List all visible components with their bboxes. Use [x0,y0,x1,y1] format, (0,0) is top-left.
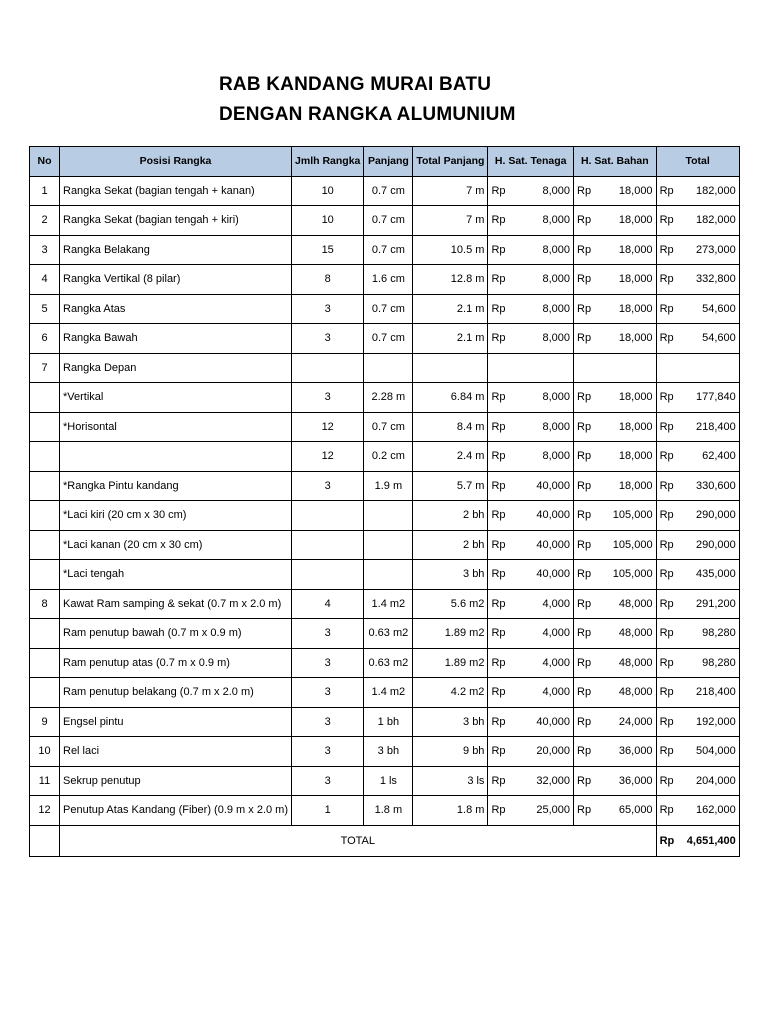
cell-total: 218,400 [677,412,739,442]
cell-posisi-rangka: Rangka Vertikal (8 pilar) [60,265,292,295]
cell-posisi-rangka: Rangka Bawah [60,324,292,354]
budget-table [29,146,740,857]
cell-h-sat-bahan: 36,000 [594,766,656,796]
table-row [30,707,740,737]
cell-h-sat-tenaga: 4,000 [509,589,574,619]
cell-no: 8 [30,589,60,619]
cell-currency-tenaga: Rp [488,471,509,501]
cell-no [30,412,60,442]
cell-currency-bahan: Rp [574,235,595,265]
cell-currency-bahan: Rp [574,560,595,590]
cell-total-panjang [413,353,488,383]
cell-currency-bahan: Rp [574,619,595,649]
cell-currency-total: Rp [656,501,677,531]
cell-jmlh-rangka: 3 [292,471,364,501]
cell-h-sat-tenaga [509,353,574,383]
cell-h-sat-bahan: 18,000 [594,176,656,206]
cell-panjang [364,501,413,531]
cell-h-sat-tenaga: 8,000 [509,383,574,413]
cell-currency-total [656,353,677,383]
cell-panjang: 1 ls [364,766,413,796]
cell-currency-tenaga: Rp [488,501,509,531]
cell-total-panjang: 1.89 m2 [413,648,488,678]
cell-currency-total: Rp [656,294,677,324]
cell-currency-bahan: Rp [574,294,595,324]
cell-total-panjang: 3 ls [413,766,488,796]
cell-posisi-rangka: Engsel pintu [60,707,292,737]
cell-panjang [364,353,413,383]
cell-posisi-rangka: *Laci kiri (20 cm x 30 cm) [60,501,292,531]
cell-h-sat-tenaga: 8,000 [509,294,574,324]
cell-total: 332,800 [677,265,739,295]
cell-h-sat-bahan: 18,000 [594,206,656,236]
cell-posisi-rangka: Ram penutup atas (0.7 m x 0.9 m) [60,648,292,678]
table-row [30,501,740,531]
cell-posisi-rangka: Rangka Belakang [60,235,292,265]
cell-total-panjang: 7 m [413,176,488,206]
header-total: Total [656,147,739,177]
cell-no [30,442,60,472]
cell-no [30,501,60,531]
table-row [30,766,740,796]
cell-currency-bahan: Rp [574,648,595,678]
table-row [30,294,740,324]
cell-total-panjang: 5.6 m2 [413,589,488,619]
table-row [30,412,740,442]
table-row [30,206,740,236]
cell-posisi-rangka: *Rangka Pintu kandang [60,471,292,501]
cell-h-sat-tenaga: 40,000 [509,560,574,590]
cell-currency-bahan: Rp [574,530,595,560]
cell-h-sat-tenaga: 8,000 [509,176,574,206]
cell-no [30,678,60,708]
cell-total-panjang: 8.4 m [413,412,488,442]
document-subtitle: DENGAN RANGKA ALUMUNIUM [219,104,516,125]
cell-no [30,530,60,560]
header-panjang: Panjang [364,147,413,177]
cell-currency-tenaga: Rp [488,766,509,796]
cell-total: 54,600 [677,294,739,324]
cell-currency-total: Rp [656,589,677,619]
header-jmlh-rangka: Jmlh Rangka [292,147,364,177]
cell-total-panjang: 5.7 m [413,471,488,501]
cell-jmlh-rangka [292,560,364,590]
cell-no [30,648,60,678]
cell-h-sat-bahan: 105,000 [594,501,656,531]
cell-jmlh-rangka: 12 [292,412,364,442]
cell-total: 290,000 [677,530,739,560]
total-row-blank [30,825,60,856]
cell-panjang: 1.6 cm [364,265,413,295]
cell-panjang [364,530,413,560]
cell-total: 192,000 [677,707,739,737]
cell-total: 218,400 [677,678,739,708]
cell-currency-tenaga: Rp [488,442,509,472]
cell-no: 6 [30,324,60,354]
cell-panjang: 1.9 m [364,471,413,501]
cell-no [30,560,60,590]
cell-total: 504,000 [677,737,739,767]
cell-currency-tenaga: Rp [488,707,509,737]
cell-currency-bahan [574,353,595,383]
header-total-panjang: Total Panjang [413,147,488,177]
table-row [30,589,740,619]
cell-h-sat-bahan: 105,000 [594,530,656,560]
cell-currency-tenaga: Rp [488,678,509,708]
cell-currency-tenaga: Rp [488,796,509,826]
cell-h-sat-tenaga: 8,000 [509,412,574,442]
cell-currency-bahan: Rp [574,707,595,737]
cell-currency-bahan: Rp [574,324,595,354]
cell-currency-total: Rp [656,206,677,236]
table-row [30,530,740,560]
cell-jmlh-rangka: 10 [292,176,364,206]
cell-posisi-rangka: *Horisontal [60,412,292,442]
cell-jmlh-rangka: 10 [292,206,364,236]
cell-total: 290,000 [677,501,739,531]
cell-total: 330,600 [677,471,739,501]
cell-h-sat-bahan: 18,000 [594,294,656,324]
cell-panjang: 3 bh [364,737,413,767]
cell-jmlh-rangka: 3 [292,766,364,796]
cell-posisi-rangka: Sekrup penutup [60,766,292,796]
cell-currency-bahan: Rp [574,412,595,442]
cell-total: 98,280 [677,648,739,678]
cell-total [677,353,739,383]
cell-total-panjang: 2.1 m [413,294,488,324]
cell-h-sat-bahan: 105,000 [594,560,656,590]
cell-panjang: 0.7 cm [364,412,413,442]
cell-total-panjang: 3 bh [413,560,488,590]
cell-currency-total: Rp [656,560,677,590]
cell-total-panjang: 9 bh [413,737,488,767]
table-row [30,619,740,649]
table-row [30,235,740,265]
cell-currency-bahan: Rp [574,766,595,796]
table-row [30,265,740,295]
cell-panjang: 0.7 cm [364,235,413,265]
cell-posisi-rangka: *Laci kanan (20 cm x 30 cm) [60,530,292,560]
cell-panjang: 0.63 m2 [364,619,413,649]
cell-no: 9 [30,707,60,737]
cell-currency-bahan: Rp [574,471,595,501]
cell-posisi-rangka: Kawat Ram samping & sekat (0.7 m x 2.0 m) [60,589,292,619]
cell-h-sat-bahan: 48,000 [594,589,656,619]
cell-h-sat-tenaga: 8,000 [509,265,574,295]
cell-panjang: 0.63 m2 [364,648,413,678]
header-no: No [30,147,60,177]
cell-panjang: 0.7 cm [364,206,413,236]
cell-total-panjang: 4.2 m2 [413,678,488,708]
cell-no: 11 [30,766,60,796]
cell-currency-total: Rp [656,648,677,678]
table-row [30,648,740,678]
cell-panjang: 1.8 m [364,796,413,826]
grand-total-value: 4,651,400 [677,825,739,856]
cell-total: 435,000 [677,560,739,590]
cell-currency-total: Rp [656,678,677,708]
cell-no [30,383,60,413]
cell-jmlh-rangka: 3 [292,678,364,708]
cell-h-sat-tenaga: 8,000 [509,206,574,236]
total-label: TOTAL [60,825,657,856]
cell-panjang [364,560,413,590]
cell-total: 62,400 [677,442,739,472]
cell-h-sat-bahan [594,353,656,383]
cell-no [30,619,60,649]
cell-panjang: 2.28 m [364,383,413,413]
cell-currency-tenaga: Rp [488,235,509,265]
cell-jmlh-rangka: 1 [292,796,364,826]
cell-currency-total: Rp [656,530,677,560]
cell-currency-bahan: Rp [574,176,595,206]
cell-jmlh-rangka: 8 [292,265,364,295]
cell-posisi-rangka: *Vertikal [60,383,292,413]
table-header-row [30,147,740,177]
cell-total: 162,000 [677,796,739,826]
cell-total: 98,280 [677,619,739,649]
cell-currency-tenaga: Rp [488,589,509,619]
cell-currency-tenaga: Rp [488,619,509,649]
cell-currency-tenaga: Rp [488,206,509,236]
table-row [30,353,740,383]
cell-currency-total: Rp [656,619,677,649]
cell-total: 182,000 [677,206,739,236]
cell-no: 10 [30,737,60,767]
cell-h-sat-bahan: 18,000 [594,383,656,413]
document-title: RAB KANDANG MURAI BATU [219,74,492,95]
table-row [30,471,740,501]
cell-jmlh-rangka: 3 [292,294,364,324]
cell-total-panjang: 10.5 m [413,235,488,265]
cell-h-sat-bahan: 18,000 [594,442,656,472]
cell-total-panjang: 1.89 m2 [413,619,488,649]
cell-panjang: 0.7 cm [364,176,413,206]
cell-currency-bahan: Rp [574,206,595,236]
cell-currency-tenaga: Rp [488,383,509,413]
cell-no: 7 [30,353,60,383]
table-row [30,796,740,826]
header-h-sat-bahan: H. Sat. Bahan [574,147,657,177]
cell-no: 1 [30,176,60,206]
cell-total-panjang: 2 bh [413,530,488,560]
cell-currency-total: Rp [656,265,677,295]
cell-h-sat-bahan: 48,000 [594,648,656,678]
cell-currency-total: Rp [656,796,677,826]
cell-jmlh-rangka: 3 [292,737,364,767]
cell-total: 291,200 [677,589,739,619]
cell-total-panjang: 12.8 m [413,265,488,295]
cell-currency-total: Rp [656,235,677,265]
cell-currency-tenaga: Rp [488,560,509,590]
cell-posisi-rangka [60,442,292,472]
cell-total-panjang: 7 m [413,206,488,236]
cell-h-sat-bahan: 65,000 [594,796,656,826]
table-row [30,176,740,206]
cell-total: 54,600 [677,324,739,354]
cell-no: 2 [30,206,60,236]
cell-jmlh-rangka: 3 [292,648,364,678]
cell-h-sat-bahan: 18,000 [594,412,656,442]
cell-currency-tenaga: Rp [488,648,509,678]
cell-total: 273,000 [677,235,739,265]
cell-jmlh-rangka: 3 [292,707,364,737]
cell-total-panjang: 3 bh [413,707,488,737]
cell-jmlh-rangka: 3 [292,619,364,649]
cell-jmlh-rangka: 3 [292,383,364,413]
cell-h-sat-bahan: 48,000 [594,678,656,708]
cell-currency-tenaga: Rp [488,294,509,324]
cell-currency-tenaga: Rp [488,324,509,354]
cell-posisi-rangka: Rel laci [60,737,292,767]
cell-h-sat-tenaga: 32,000 [509,766,574,796]
cell-posisi-rangka: Penutup Atas Kandang (Fiber) (0.9 m x 2.0 m) [60,796,292,826]
cell-currency-tenaga: Rp [488,176,509,206]
cell-posisi-rangka: Rangka Sekat (bagian tengah + kiri) [60,206,292,236]
cell-panjang: 0.2 cm [364,442,413,472]
cell-currency-bahan: Rp [574,501,595,531]
cell-h-sat-bahan: 48,000 [594,619,656,649]
cell-jmlh-rangka: 4 [292,589,364,619]
cell-h-sat-bahan: 24,000 [594,707,656,737]
cell-h-sat-tenaga: 4,000 [509,648,574,678]
cell-currency-total: Rp [656,471,677,501]
cell-posisi-rangka: Ram penutup belakang (0.7 m x 2.0 m) [60,678,292,708]
cell-h-sat-tenaga: 25,000 [509,796,574,826]
cell-jmlh-rangka [292,501,364,531]
cell-h-sat-bahan: 18,000 [594,471,656,501]
table-row [30,737,740,767]
cell-h-sat-tenaga: 40,000 [509,471,574,501]
cell-currency-total: Rp [656,383,677,413]
cell-currency-total: Rp [656,707,677,737]
cell-total: 177,840 [677,383,739,413]
cell-currency-tenaga: Rp [488,412,509,442]
cell-no: 12 [30,796,60,826]
table-row [30,324,740,354]
table-row [30,442,740,472]
cell-jmlh-rangka [292,353,364,383]
table-row [30,383,740,413]
cell-posisi-rangka: Rangka Depan [60,353,292,383]
cell-jmlh-rangka: 15 [292,235,364,265]
cell-currency-total: Rp [656,412,677,442]
cell-h-sat-tenaga: 4,000 [509,619,574,649]
cell-currency-total: Rp [656,324,677,354]
currency-label: Rp [656,825,677,856]
cell-panjang: 1.4 m2 [364,678,413,708]
cell-h-sat-tenaga: 40,000 [509,707,574,737]
cell-h-sat-bahan: 36,000 [594,737,656,767]
cell-total: 182,000 [677,176,739,206]
cell-no [30,471,60,501]
header-posisi-rangka: Posisi Rangka [60,147,292,177]
cell-posisi-rangka: Rangka Atas [60,294,292,324]
total-row [30,825,740,856]
cell-h-sat-tenaga: 20,000 [509,737,574,767]
cell-currency-tenaga [488,353,509,383]
cell-posisi-rangka: *Laci tengah [60,560,292,590]
cell-currency-total: Rp [656,442,677,472]
cell-currency-bahan: Rp [574,589,595,619]
cell-total-panjang: 1.8 m [413,796,488,826]
cell-panjang: 1.4 m2 [364,589,413,619]
cell-currency-tenaga: Rp [488,265,509,295]
cell-posisi-rangka: Ram penutup bawah (0.7 m x 0.9 m) [60,619,292,649]
cell-h-sat-bahan: 18,000 [594,324,656,354]
cell-h-sat-tenaga: 4,000 [509,678,574,708]
cell-total-panjang: 2 bh [413,501,488,531]
cell-currency-bahan: Rp [574,265,595,295]
cell-currency-bahan: Rp [574,383,595,413]
cell-no: 4 [30,265,60,295]
table-row [30,678,740,708]
cell-currency-bahan: Rp [574,737,595,767]
cell-jmlh-rangka [292,530,364,560]
header-h-sat-tenaga: H. Sat. Tenaga [488,147,574,177]
cell-currency-total: Rp [656,737,677,767]
cell-total: 204,000 [677,766,739,796]
cell-h-sat-tenaga: 40,000 [509,530,574,560]
cell-h-sat-bahan: 18,000 [594,235,656,265]
cell-no: 3 [30,235,60,265]
cell-jmlh-rangka: 3 [292,324,364,354]
cell-currency-tenaga: Rp [488,530,509,560]
cell-total-panjang: 2.1 m [413,324,488,354]
cell-total-panjang: 2.4 m [413,442,488,472]
cell-currency-bahan: Rp [574,442,595,472]
cell-h-sat-bahan: 18,000 [594,265,656,295]
cell-currency-bahan: Rp [574,796,595,826]
cell-panjang: 1 bh [364,707,413,737]
cell-jmlh-rangka: 12 [292,442,364,472]
cell-total-panjang: 6.84 m [413,383,488,413]
cell-h-sat-tenaga: 40,000 [509,501,574,531]
cell-h-sat-tenaga: 8,000 [509,442,574,472]
cell-h-sat-tenaga: 8,000 [509,324,574,354]
cell-currency-tenaga: Rp [488,737,509,767]
cell-panjang: 0.7 cm [364,294,413,324]
cell-panjang: 0.7 cm [364,324,413,354]
cell-posisi-rangka: Rangka Sekat (bagian tengah + kanan) [60,176,292,206]
table-row [30,560,740,590]
cell-currency-total: Rp [656,766,677,796]
cell-h-sat-tenaga: 8,000 [509,235,574,265]
cell-currency-total: Rp [656,176,677,206]
cell-no: 5 [30,294,60,324]
cell-currency-bahan: Rp [574,678,595,708]
